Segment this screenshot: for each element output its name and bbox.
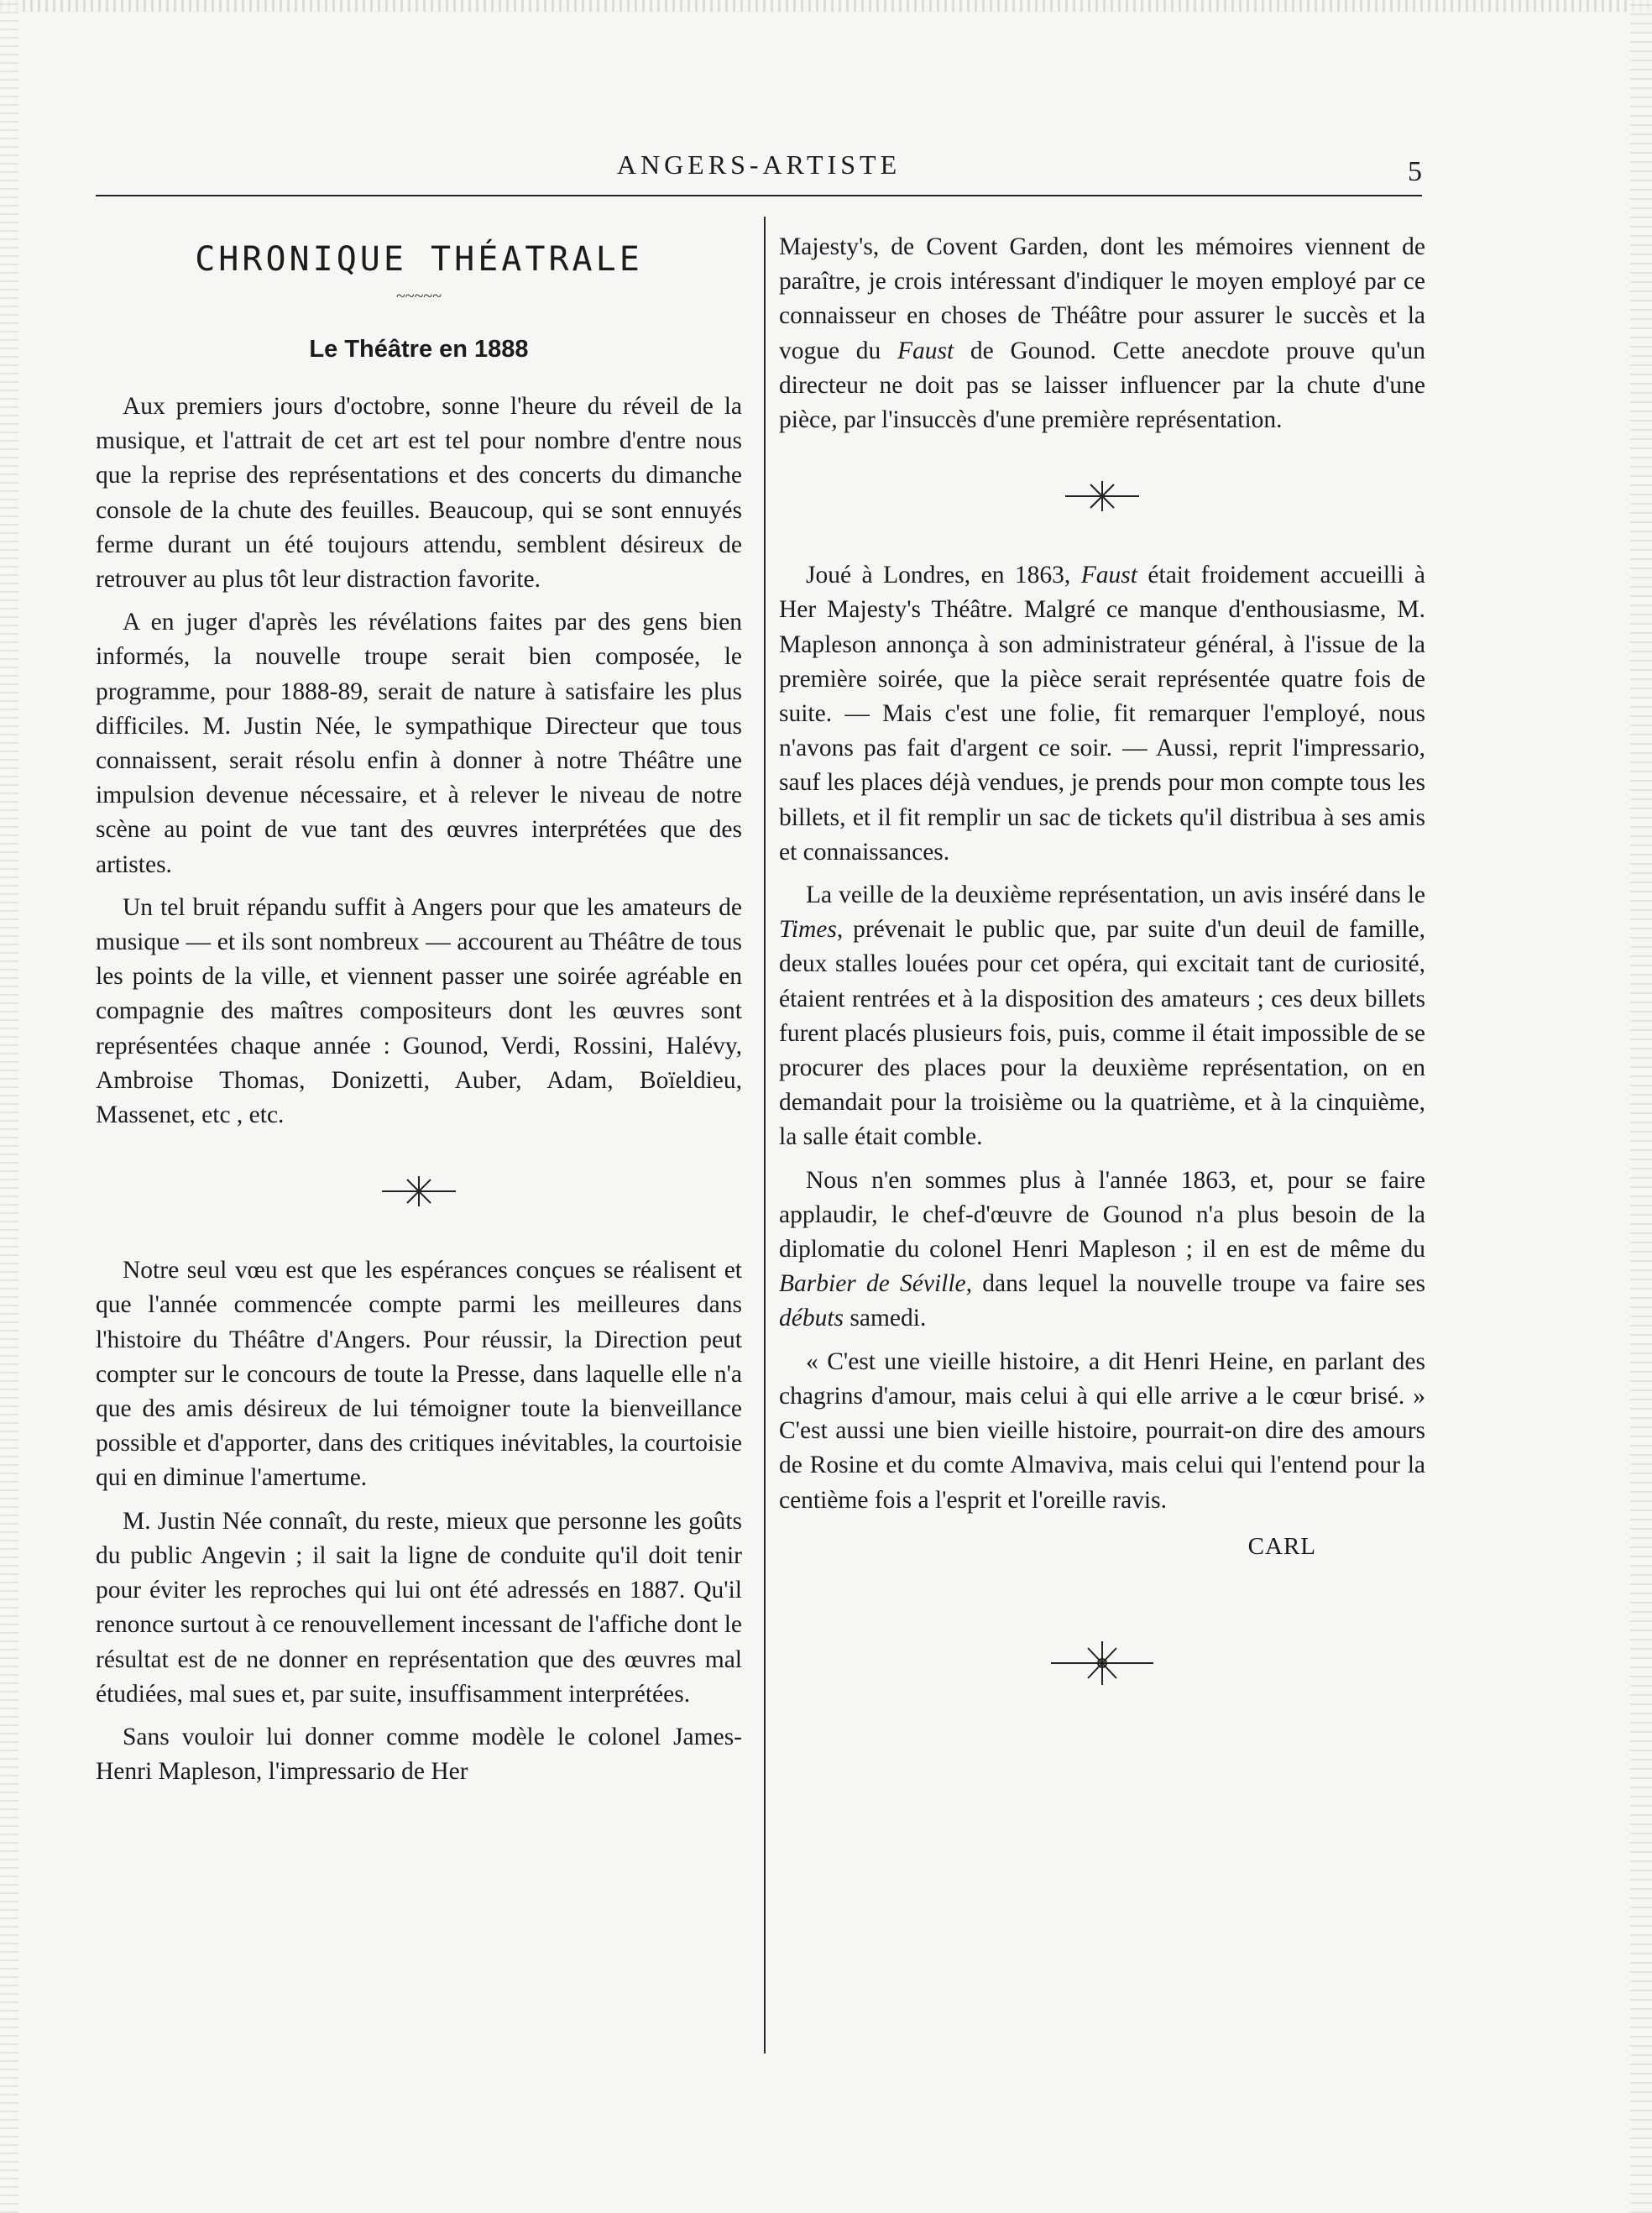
italic-word: débuts xyxy=(779,1305,844,1332)
page-edge-right xyxy=(1630,0,1652,2213)
column-divider xyxy=(764,217,766,2053)
paragraph: A en juger d'après les révélations faites par des gens bien informés, la nouvelle troupe serait bien composée, le programme, pour 1888-89, serait de nature à satisfaire les plus difficiles. M. Justin Née, le sympathique Directeur que tous connaissent, serait résolu enfin à donner à notre Théâtre une impulsion devenue nécessaire, et à relever le niveau de notre scène au point de vue tant des œuvres interprétées que des artistes. xyxy=(96,609,742,878)
right-column xyxy=(779,230,1425,1688)
text-run: était froidement accueilli à Her Majesty's Théâtre. Malgré ce manque d'enthousiasme, M. Mapleson annonça à son administrateur général, à l'issue de la première soirée, que la pièce serait représentée quatre fois de suite. — Mais c'est une folie, fit remarquer l'employé, nous n'avons pas fait d'argent ce soir. — Aussi, reprit l'impressario, sauf les places déjà vendues, je prends pour mon compte tous les billets, et il fit remplir un sac de tickets qu'il distribua à ses amis et connaissances. xyxy=(779,562,1425,866)
paragraph xyxy=(779,558,1425,870)
text-run: , prévenait le public que, par suite d'un deuil de famille, deux stalles louées pour cet opéra, qui excitait tant de curiosité, étaient rentrées et à la disposition des amateurs ; ces deux billets furent placés plusieurs fois, puis, comme il était impossible de se procurer des places pour la deuxième représentation, on en demandait pour la troisième ou la quatrième, et à la cinquième, la salle était comble. xyxy=(779,916,1425,1151)
paragraph xyxy=(779,230,1425,437)
separator-ornament xyxy=(779,471,1425,515)
article-title: Le Théâtre en 1888 xyxy=(309,336,529,363)
paragraph: Aux premiers jours d'octobre, sonne l'heure du réveil de la musique, et l'attrait de cet art est tel pour nombre d'entre nous que la reprise des représentations et des concerts du dimanche console de la chute des feuilles. Beaucoup, qui se sont ennuyés ferme durant un été toujours attendu, semblent désireux de retrouver au plus tôt leur distraction favorite. xyxy=(96,393,742,594)
paragraph: M. Justin Née connaît, du reste, mieux que personne les goûts du public Angevin ; il sait la ligne de conduite qu'il doit tenir pour éviter les reproches qui lui ont été adressés en 1887. Qu'il renonce surtout à ce renouvellement incessant de l'affiche dont le résultat est de ne donner en représentation que des œuvres mal étudiées, mal sues et, par suite, insuffisamment interprétées. xyxy=(96,1507,742,1708)
left-column xyxy=(96,230,742,1797)
author-signature: CARL xyxy=(1247,1532,1316,1560)
paragraph xyxy=(779,1164,1425,1337)
title-ornament: ~~~~~ xyxy=(395,287,442,306)
text-run: samedi. xyxy=(844,1305,927,1332)
paragraph: Notre seul vœu est que les espérances conçues se réalisent et que l'année commencée compte parmi les meilleures dans l'histoire du Théâtre d'Angers. Pour réussir, la Direction peut compter sur le concours de toute la Presse, dans laquelle elle n'a que des amis désireux de lui témoigner toute la bienveillance possible et d'apporter, dans des critiques inévitables, la courtoisie qui en diminue l'amertume. xyxy=(96,1257,742,1492)
asterisk-ornament-icon xyxy=(1048,1638,1157,1688)
end-ornament xyxy=(779,1638,1425,1688)
italic-title: Faust xyxy=(1080,562,1137,589)
page-number: 5 xyxy=(1408,156,1422,187)
section-title: CHRONIQUE THÉATRALE xyxy=(195,240,643,279)
running-title: ANGERS-ARTISTE xyxy=(616,149,902,180)
text-run: Majesty's, de Covent Garden, dont les mémoires viennent de paraître, je crois intéressant d'indiquer le moyen employé par ce connaisseur en choses de Théâtre pour assurer le succès et la vogue du xyxy=(779,233,1425,364)
text-run: Joué à Londres, en 1863, xyxy=(806,562,1081,589)
page-edge-top xyxy=(0,0,1652,12)
text-run: dans lequel la nouvelle troupe va faire ses xyxy=(972,1270,1425,1298)
text-run: Nous n'en sommes plus à l'année 1863, et, pour se faire applaudir, le chef-d'œuvre de Gounod n'a plus besoin de la diplomatie du colonel Henri Mapleson ; il en est de même du xyxy=(779,1166,1425,1263)
paragraph: « C'est une vieille histoire, a dit Henri Heine, en parlant des chagrins d'amour, mais celui à qui elle arrive a le cœur brisé. » C'est aussi une bien vieille histoire, pourrait-on dire des amours de Rosine et du comte Almaviva, mais celui qui l'entend pour la centième fois a l'esprit et l'oreille ravis. xyxy=(779,1347,1425,1514)
paragraph xyxy=(779,878,1425,1155)
text-run: de Gounod. Cette anecdote prouve qu'un directeur ne doit pas se laisser influencer par la chute d'une pièce, par l'insuccès d'une première représentation. xyxy=(779,337,1425,434)
page-edge-left xyxy=(0,0,18,2213)
paragraph: Sans vouloir lui donner comme modèle le colonel James-Henri Mapleson, l'impressario de Her xyxy=(96,1723,742,1786)
italic-title: Times xyxy=(779,916,837,944)
text-run: La veille de la deuxième représentation, un avis inséré dans le xyxy=(806,882,1425,909)
separator-ornament xyxy=(96,1166,742,1210)
running-header xyxy=(96,148,1422,196)
asterisk-ornament-icon xyxy=(1062,478,1142,515)
italic-title: Faust xyxy=(897,337,954,364)
paragraph: Un tel bruit répandu suffit à Angers pour que les amateurs de musique — et ils sont nombreux — accourent au Théâtre de tous les points de la ville, et viennent passer une soirée agréable en compagnie des maîtres compositeurs dont les œuvres sont représentées chaque année : Gounod, Verdi, Rossini, Halévy, Ambroise Thomas, Donizetti, Auber, Adam, Boïeldieu, Massenet, etc , etc. xyxy=(96,893,742,1129)
italic-title: Barbier de Séville, xyxy=(779,1270,973,1298)
asterisk-ornament-icon xyxy=(379,1173,459,1210)
